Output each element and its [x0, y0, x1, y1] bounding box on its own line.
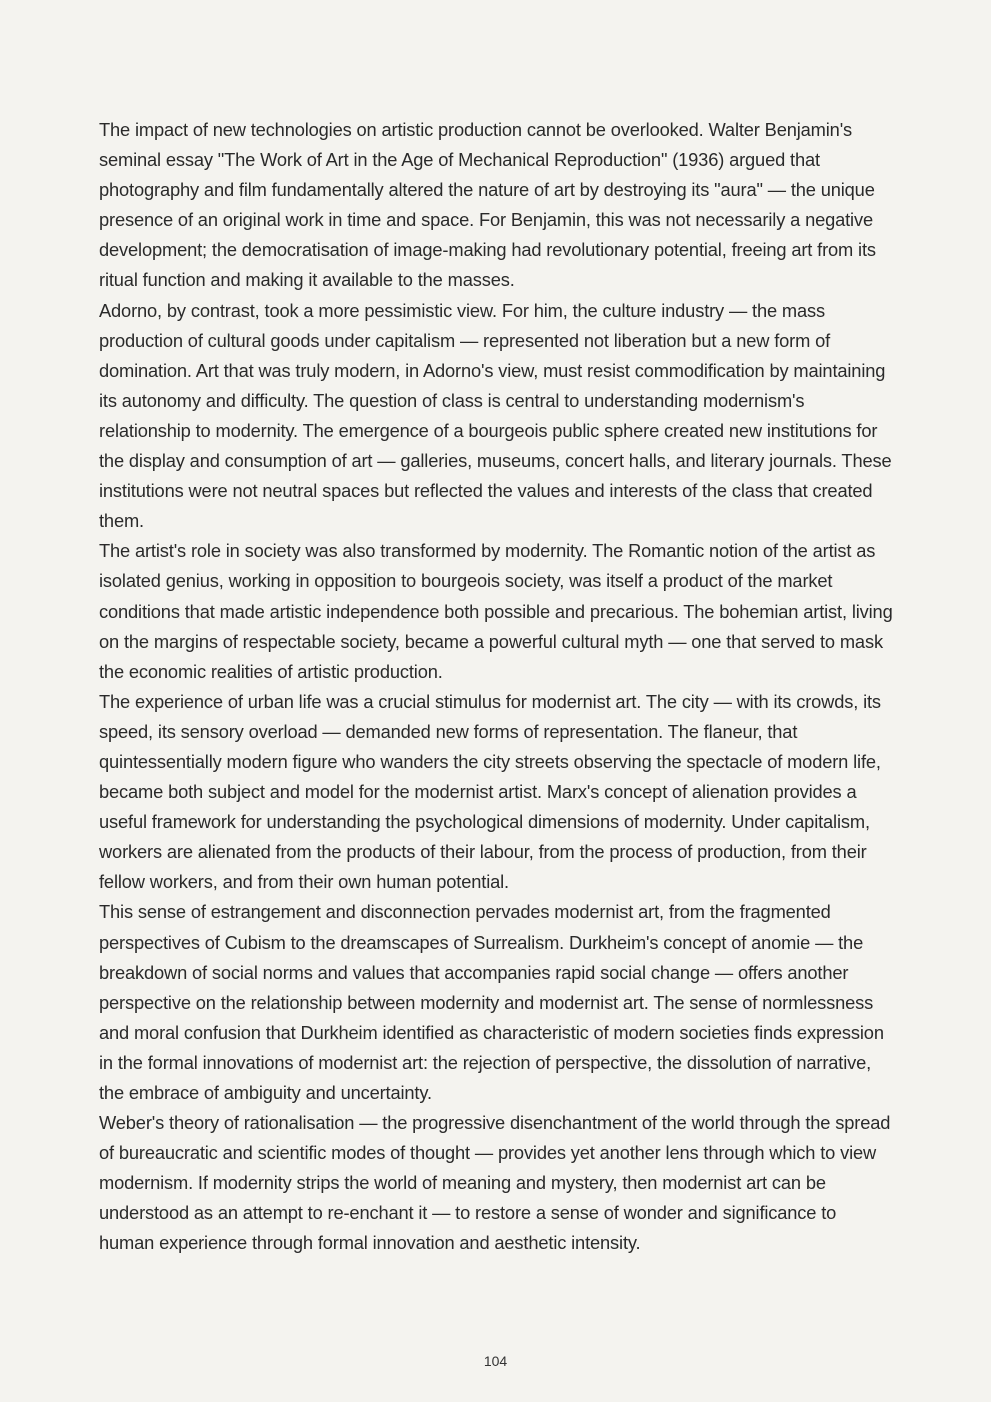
- paragraph-urban-life: The experience of urban life was a crucial stimulus for modernist art. The city — with its crowds, its speed, its sensory overload — demanded new forms of representation. The flaneur, that quintessentially modern figure who wanders the city streets observing the spectacle of modern life, became both subject and model for the modernist artist. Marx's concept of alienation provides a useful framework for understanding the psychological dimensions of modernity. Under capitalism, workers are alienated from the products of their labour, from the process of production, from their fellow workers, and from their own human potential.: [99, 690, 881, 893]
- paragraph-adorno: Adorno, by contrast, took a more pessimistic view. For him, the culture industry — the mass production of cultural goods under capitalism — represented not liberation but a new form of domination. Art that was truly modern, in Adorno's view, must resist commodification by maintaining its autonomy and difficulty. The question of class is central to understanding modernism's relationship to modernity. The emergence of a bourgeois public sphere created new institutions for the display and consumption of art — galleries, museums, concert halls, and literary journals. These institutions were not neutral spaces but reflected the values and interests of the class that created them.: [99, 299, 892, 532]
- page-number: 104: [483, 1353, 508, 1369]
- paragraph-estrangement: This sense of estrangement and disconnection pervades modernist art, from the fragmented perspectives of Cubism to the dreamscapes of Surrealism. Durkheim's concept of anomie — the breakdown of social norms and values that accompanies rapid social change — offers another perspective on the relationship between modernity and modernist art. The sense of normlessness and moral confusion that Durkheim identified as characteristic of modern societies finds expression in the formal innovations of modernist art: the rejection of perspective, the dissolution of narrative, the embrace of ambiguity and uncertainty.: [99, 901, 884, 1103]
- paragraph-weber: Weber's theory of rationalisation — the progressive disenchantment of the world through the spread of bureaucratic and scientific modes of thought — provides yet another lens through which to view modernism. If modernity strips the world of meaning and mystery, then modernist art can be understood as an attempt to re-enchant it — to restore a sense of wonder and significance to human experience through formal innovation and aesthetic intensity.: [99, 1112, 891, 1254]
- body-text: [99, 115, 895, 1259]
- paragraph-artist-role: The artist's role in society was also transformed by modernity. The Romantic notion of the artist as isolated genius, working in opposition to bourgeois society, was itself a product of the market conditions that made artistic independence both possible and precarious. The bohemian artist, living on the margins of respectable society, became a powerful cultural myth — one that served to mask the economic realities of artistic production.: [99, 540, 893, 682]
- paragraph-benjamin: The impact of new technologies on artistic production cannot be overlooked. Walter Benjamin's seminal essay "The Work of Art in the Age of Mechanical Reproduction" (1936) argued that photography and film fundamentally altered the nature of art by destroying its "aura" — the unique presence of an original work in time and space. For Benjamin, this was not necessarily a negative development; the democratisation of image-making had revolutionary potential, freeing art from its ritual function and making it available to the masses.: [99, 119, 876, 291]
